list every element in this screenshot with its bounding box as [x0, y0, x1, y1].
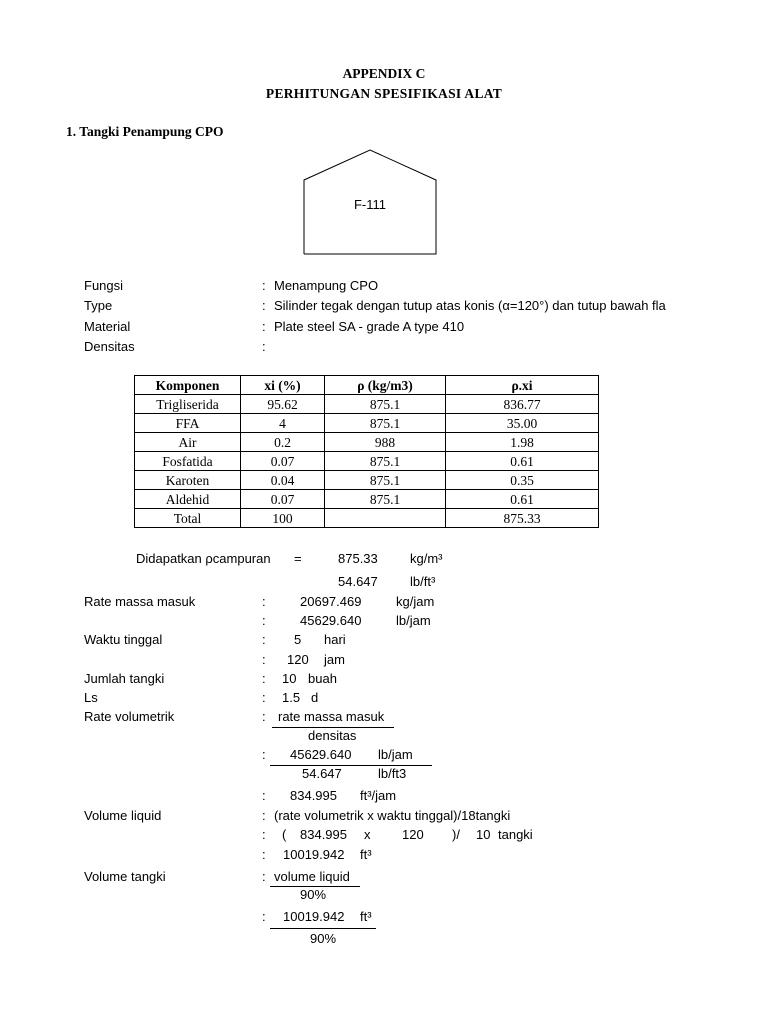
density-unit-lb: lb/ft³: [410, 574, 436, 589]
waktu-unit-jam: jam: [324, 652, 345, 667]
table-header-cell: xi (%): [241, 376, 325, 395]
spec-label-type: Type: [84, 298, 113, 313]
table-cell: 875.1: [325, 452, 446, 471]
table-header-cell: Komponen: [135, 376, 241, 395]
table-cell: 0.2: [241, 433, 325, 452]
table-cell: 875.1: [325, 395, 446, 414]
vol-liquid-b: 120: [402, 827, 424, 842]
rate-massa-label: Rate massa masuk: [84, 594, 196, 609]
table-cell: Karoten: [135, 471, 241, 490]
spec-label-material: Material: [84, 319, 131, 334]
colon: :: [262, 632, 266, 647]
rate-massa-unit-kg: kg/jam: [396, 594, 435, 609]
vol-liquid-result-value: 10019.942: [283, 847, 345, 862]
vol-tangki-label: Volume tangki: [84, 869, 166, 884]
colon: :: [262, 808, 266, 823]
table-cell: 4: [241, 414, 325, 433]
colon: :: [262, 613, 266, 628]
rate-vol-num-value: 45629.640: [290, 747, 352, 762]
rate-vol-num-unit: lb/jam: [378, 747, 413, 762]
vol-liquid-label: Volume liquid: [84, 808, 162, 823]
density-unit-kg: kg/m³: [410, 551, 443, 566]
table-cell: 0.61: [446, 490, 599, 509]
colon: :: [262, 788, 266, 803]
table-cell: 988: [325, 433, 446, 452]
density-eq: =: [294, 551, 302, 566]
table-cell: 95.62: [241, 395, 325, 414]
density-value-lb: 54.647: [338, 574, 378, 589]
table-row: [135, 433, 599, 452]
vol-tangki-den-value: 90%: [310, 931, 337, 946]
colon: :: [262, 594, 266, 609]
table-cell: Air: [135, 433, 241, 452]
table-header-row: [135, 376, 599, 395]
density-label: Didapatkan ρcampuran: [136, 551, 271, 566]
vol-liquid-a: 834.995: [300, 827, 347, 842]
table-cell: 875.1: [325, 490, 446, 509]
table-row: [135, 452, 599, 471]
colon: :: [262, 847, 266, 862]
waktu-unit-hari: hari: [324, 632, 346, 647]
vol-tangki-num-value: 10019.942: [283, 909, 345, 924]
table-cell: 0.35: [446, 471, 599, 490]
colon: :: [262, 690, 266, 705]
colon: :: [262, 709, 266, 724]
ls-label: Ls: [84, 690, 98, 705]
waktu-value-jam: 120: [287, 652, 309, 667]
waktu-label: Waktu tinggal: [84, 632, 163, 647]
colon: :: [262, 298, 266, 313]
colon: :: [262, 869, 266, 884]
colon: :: [262, 339, 266, 354]
ls-value: 1.5: [282, 690, 301, 705]
rate-massa-unit-lb: lb/jam: [396, 613, 431, 628]
table-cell: 0.07: [241, 452, 325, 471]
vol-liquid-tangki: tangki: [498, 827, 533, 842]
jumlah-unit: buah: [308, 671, 337, 686]
table-row: [135, 471, 599, 490]
table-header-cell: ρ (kg/m3): [325, 376, 446, 395]
rate-vol-den-unit: lb/ft3: [378, 766, 407, 781]
table-cell: 1.98: [446, 433, 599, 452]
vol-liquid-formula: (rate volumetrik x waktu tinggal)/18tangki: [274, 808, 511, 823]
table-cell: 100: [241, 509, 325, 528]
ls-unit: d: [311, 690, 319, 705]
table-cell: 35.00: [446, 414, 599, 433]
table-cell: Fosfatida: [135, 452, 241, 471]
rate-vol-numerator: rate massa masuk: [278, 709, 385, 724]
jumlah-label: Jumlah tangki: [84, 671, 165, 686]
vol-tangki-num-unit: ft³: [360, 909, 372, 924]
fraction-bar: [270, 928, 376, 929]
spec-value-fungsi: Menampung CPO: [274, 278, 379, 293]
vol-liquid-open: (: [282, 827, 287, 842]
vol-tangki-denominator: 90%: [300, 887, 327, 902]
spec-label-fungsi: Fungsi: [84, 278, 124, 293]
table-cell: 0.07: [241, 490, 325, 509]
rate-vol-den-value: 54.647: [302, 766, 342, 781]
table-total-row: [135, 509, 599, 528]
fraction-bar: [270, 765, 432, 766]
spec-value-material: Plate steel SA - grade A type 410: [274, 319, 465, 334]
rate-massa-value-lb: 45629.640: [300, 613, 362, 628]
density-value-kg: 875.33: [338, 551, 378, 566]
rate-vol-result-value: 834.995: [290, 788, 337, 803]
appendix-subtitle: PERHITUNGAN SPESIFIKASI ALAT: [265, 86, 503, 101]
colon: :: [262, 671, 266, 686]
waktu-value-hari: 5: [294, 632, 302, 647]
section-heading: 1. Tangki Penampung CPO: [66, 124, 224, 139]
table-header-cell: ρ.xi: [446, 376, 599, 395]
table-cell: 875.1: [325, 414, 446, 433]
rate-vol-denominator: densitas: [308, 728, 357, 743]
spec-value-type: Silinder tegak dengan tutup atas konis (α=120°) dan tutup bawah fla: [274, 298, 666, 313]
rate-massa-value-kg: 20697.469: [300, 594, 362, 609]
table-cell: Aldehid: [135, 490, 241, 509]
appendix-title: APPENDIX C: [342, 66, 426, 81]
colon: :: [262, 652, 266, 667]
colon: :: [262, 827, 266, 842]
table-cell: FFA: [135, 414, 241, 433]
table-cell: Trigliserida: [135, 395, 241, 414]
table-cell: 836.77: [446, 395, 599, 414]
table-row: [135, 414, 599, 433]
table-cell: Total: [135, 509, 241, 528]
tank-label: F-111: [353, 197, 387, 212]
table-row: [135, 395, 599, 414]
table-cell: 875.1: [325, 471, 446, 490]
table-row: [135, 490, 599, 509]
table-cell: 0.04: [241, 471, 325, 490]
rate-vol-label: Rate volumetrik: [84, 709, 175, 724]
vol-tangki-numerator: volume liquid: [274, 869, 350, 884]
vol-liquid-result-unit: ft³: [360, 847, 372, 862]
jumlah-value: 10: [282, 671, 297, 686]
colon: :: [262, 747, 266, 762]
vol-liquid-x: x: [364, 827, 371, 842]
table-cell: [325, 509, 446, 528]
table-cell: 875.33: [446, 509, 599, 528]
colon: :: [262, 278, 266, 293]
colon: :: [262, 319, 266, 334]
composition-table: [134, 375, 599, 528]
colon: :: [262, 909, 266, 924]
rate-vol-result-unit: ft³/jam: [360, 788, 397, 803]
vol-liquid-c: 10: [476, 827, 491, 842]
spec-label-densitas: Densitas: [84, 339, 135, 354]
table-cell: 0.61: [446, 452, 599, 471]
vol-liquid-close: )/: [452, 827, 460, 842]
